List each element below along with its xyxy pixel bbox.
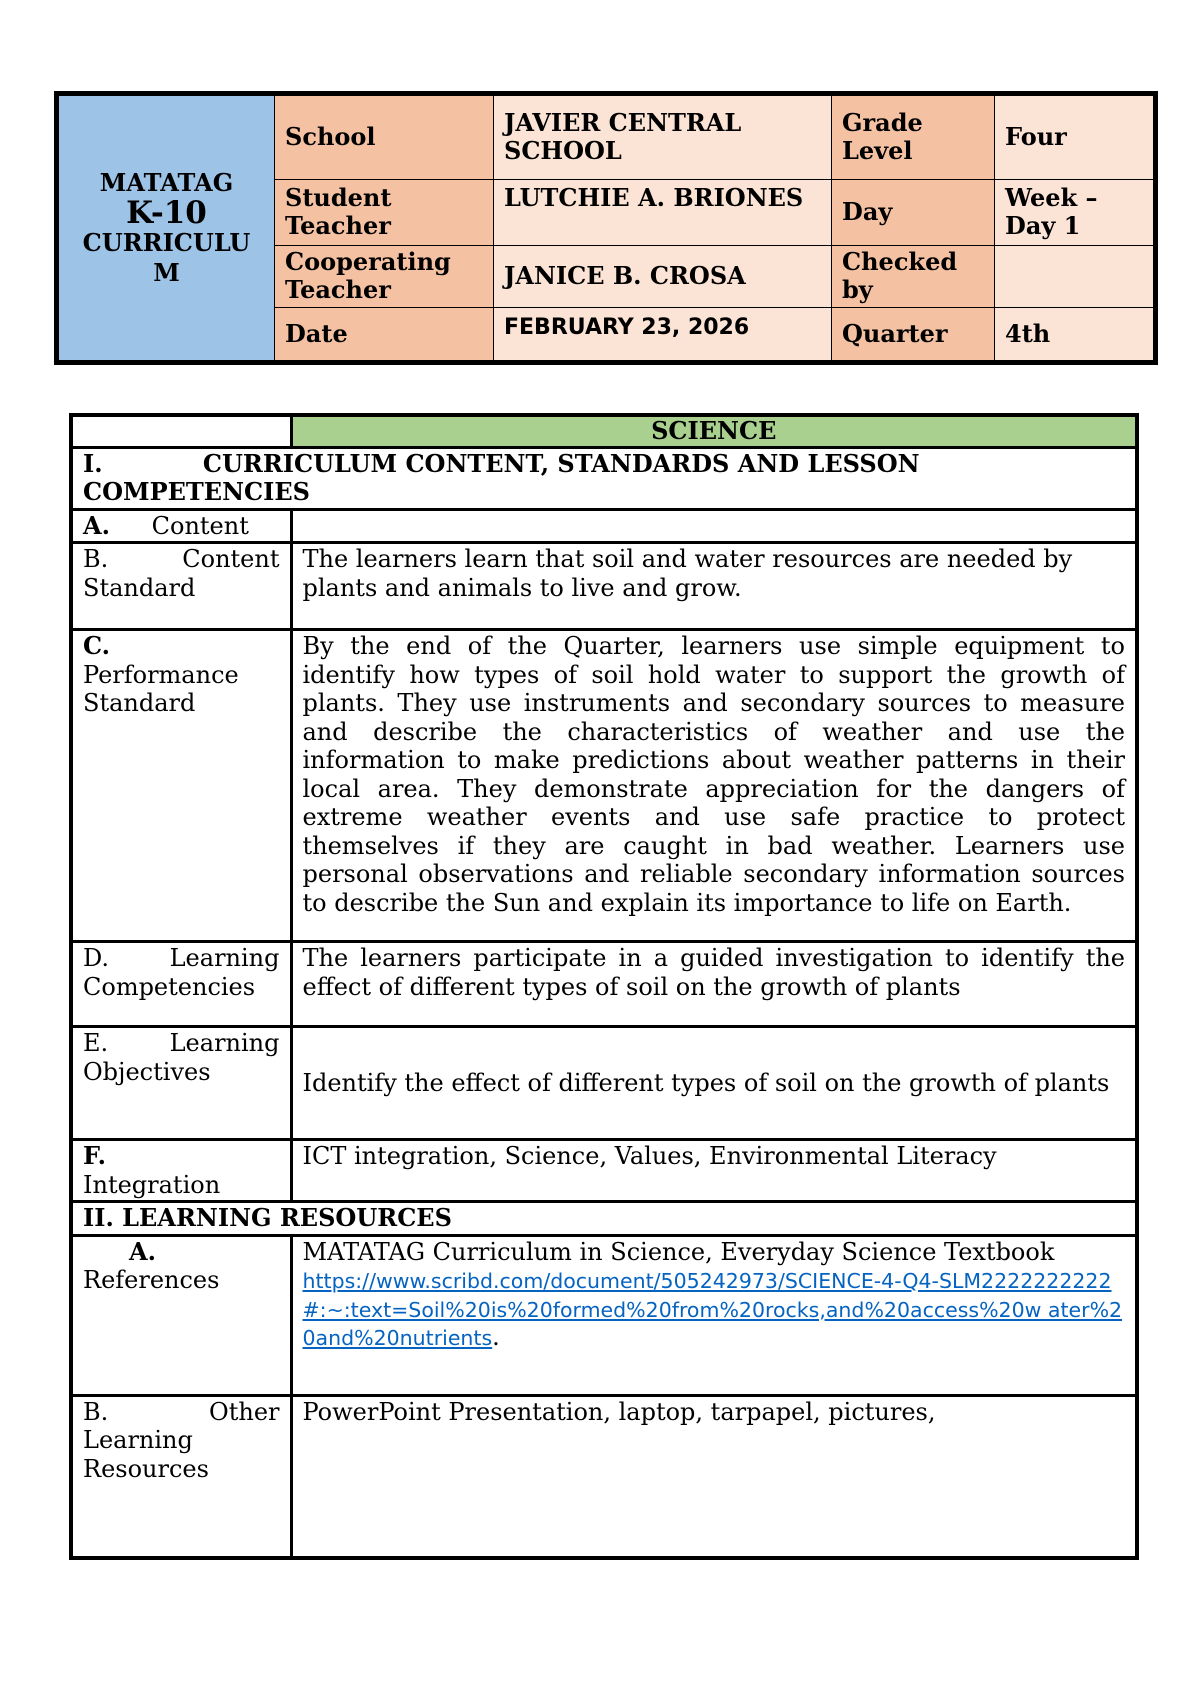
- section-1-title: I. CURRICULUM CONTENT, STANDARDS AND LESSON COMPETENCIES: [71, 447, 1137, 509]
- subject-blank-cell: [71, 415, 291, 447]
- curriculum-brand: [57, 94, 275, 363]
- school-label: School: [275, 94, 494, 180]
- school-value: JAVIER CENTRAL SCHOOL: [494, 94, 832, 180]
- content-label: [71, 509, 291, 543]
- performance-standard-letter: C.: [83, 631, 111, 660]
- checked-by-value: [995, 246, 1156, 307]
- content-standard-label: B. Content Standard: [71, 543, 291, 630]
- learning-objectives-label: E. Learning Objectives: [71, 1027, 291, 1140]
- integration-value: ICT integration, Science, Values, Environmental Literacy: [291, 1140, 1137, 1202]
- integration-label: [71, 1140, 291, 1202]
- checked-by-label: Checked by: [832, 246, 995, 307]
- performance-standard-text: Performance Standard: [83, 660, 239, 717]
- student-teacher-value: LUTCHIE A. BRIONES: [494, 179, 832, 245]
- performance-standard-label: [71, 630, 291, 942]
- integration-letter: F.: [83, 1141, 106, 1170]
- other-resources-label: [71, 1395, 291, 1558]
- quarter-value: 4th: [995, 307, 1156, 362]
- references-letter: A.: [129, 1236, 156, 1266]
- integration-text: Integration: [83, 1170, 221, 1199]
- lesson-header-table: [54, 91, 1158, 365]
- learning-competencies-label: D. Learning Competencies: [71, 942, 291, 1027]
- quarter-label: Quarter: [832, 307, 995, 362]
- references-link[interactable]: https://www.scribd.com/document/505242973/SCIENCE-4-Q4-SLM2222222222#:~:text=Soil%20is%20formed%20from%20rocks,and%20access%20w ater%20and%20nutrients: [302, 1269, 1123, 1350]
- references-label: [71, 1235, 291, 1395]
- day-label: Day: [832, 179, 995, 245]
- day-value: Week – Day 1: [995, 179, 1156, 245]
- date-value: [494, 307, 832, 362]
- grade-level-label: Grade Level: [832, 94, 995, 180]
- cooperating-teacher-label: Cooperating Teacher: [275, 246, 494, 307]
- content-label-letter: A.: [83, 510, 110, 540]
- brand-line-2: K-10: [126, 195, 207, 231]
- learning-objectives-value: Identify the effect of different types of soil on the growth of plants: [291, 1027, 1137, 1140]
- other-resources-label-text: B. Other Learning Resources: [83, 1397, 280, 1483]
- grade-level-value: Four: [995, 94, 1156, 180]
- content-label-text: Content: [151, 511, 249, 540]
- date-value-text: FEBRUARY 23, 2026: [504, 314, 750, 340]
- date-label: Date: [275, 307, 494, 362]
- other-resources-value: PowerPoint Presentation, laptop, tarpapel, pictures,: [291, 1395, 1137, 1558]
- performance-standard-value: By the end of the Quarter, learners use simple equipment to identify how types of soil hold water to support the growth of plants. They use instruments and secondary sources to measure and describe the characteristics of weather and use the information to make predictions about weather patterns in their local area. They demonstrate appreciation for the dangers of extreme weather events and use safe practice to protect themselves if they are caught in bad weather. Learners use personal observations and reliable secondary information sources to describe the Sun and explain its importance to life on Earth.: [291, 630, 1137, 942]
- brand-line-3: CURRICULU: [82, 228, 251, 257]
- references-value: [291, 1235, 1137, 1395]
- references-text: References: [83, 1266, 220, 1294]
- subject-heading: SCIENCE: [291, 415, 1137, 447]
- content-standard-value: The learners learn that soil and water resources are needed by plants and animals to live and grow.: [291, 543, 1137, 630]
- brand-line-4: M: [153, 258, 180, 287]
- section-2-title: II. LEARNING RESOURCES: [71, 1202, 1137, 1236]
- student-teacher-label: Student Teacher: [275, 179, 494, 245]
- content-value: [291, 509, 1137, 543]
- brand-line-1: MATATAG: [99, 168, 234, 197]
- learning-competencies-value: The learners participate in a guided investigation to identify the effect of different types of soil on the growth of plants: [291, 942, 1137, 1027]
- cooperating-teacher-value: JANICE B. CROSA: [494, 246, 832, 307]
- references-link-period: .: [492, 1323, 500, 1351]
- lesson-plan-table: [69, 413, 1139, 1560]
- references-text-value: MATATAG Curriculum in Science, Everyday Science Textbook: [302, 1237, 1055, 1266]
